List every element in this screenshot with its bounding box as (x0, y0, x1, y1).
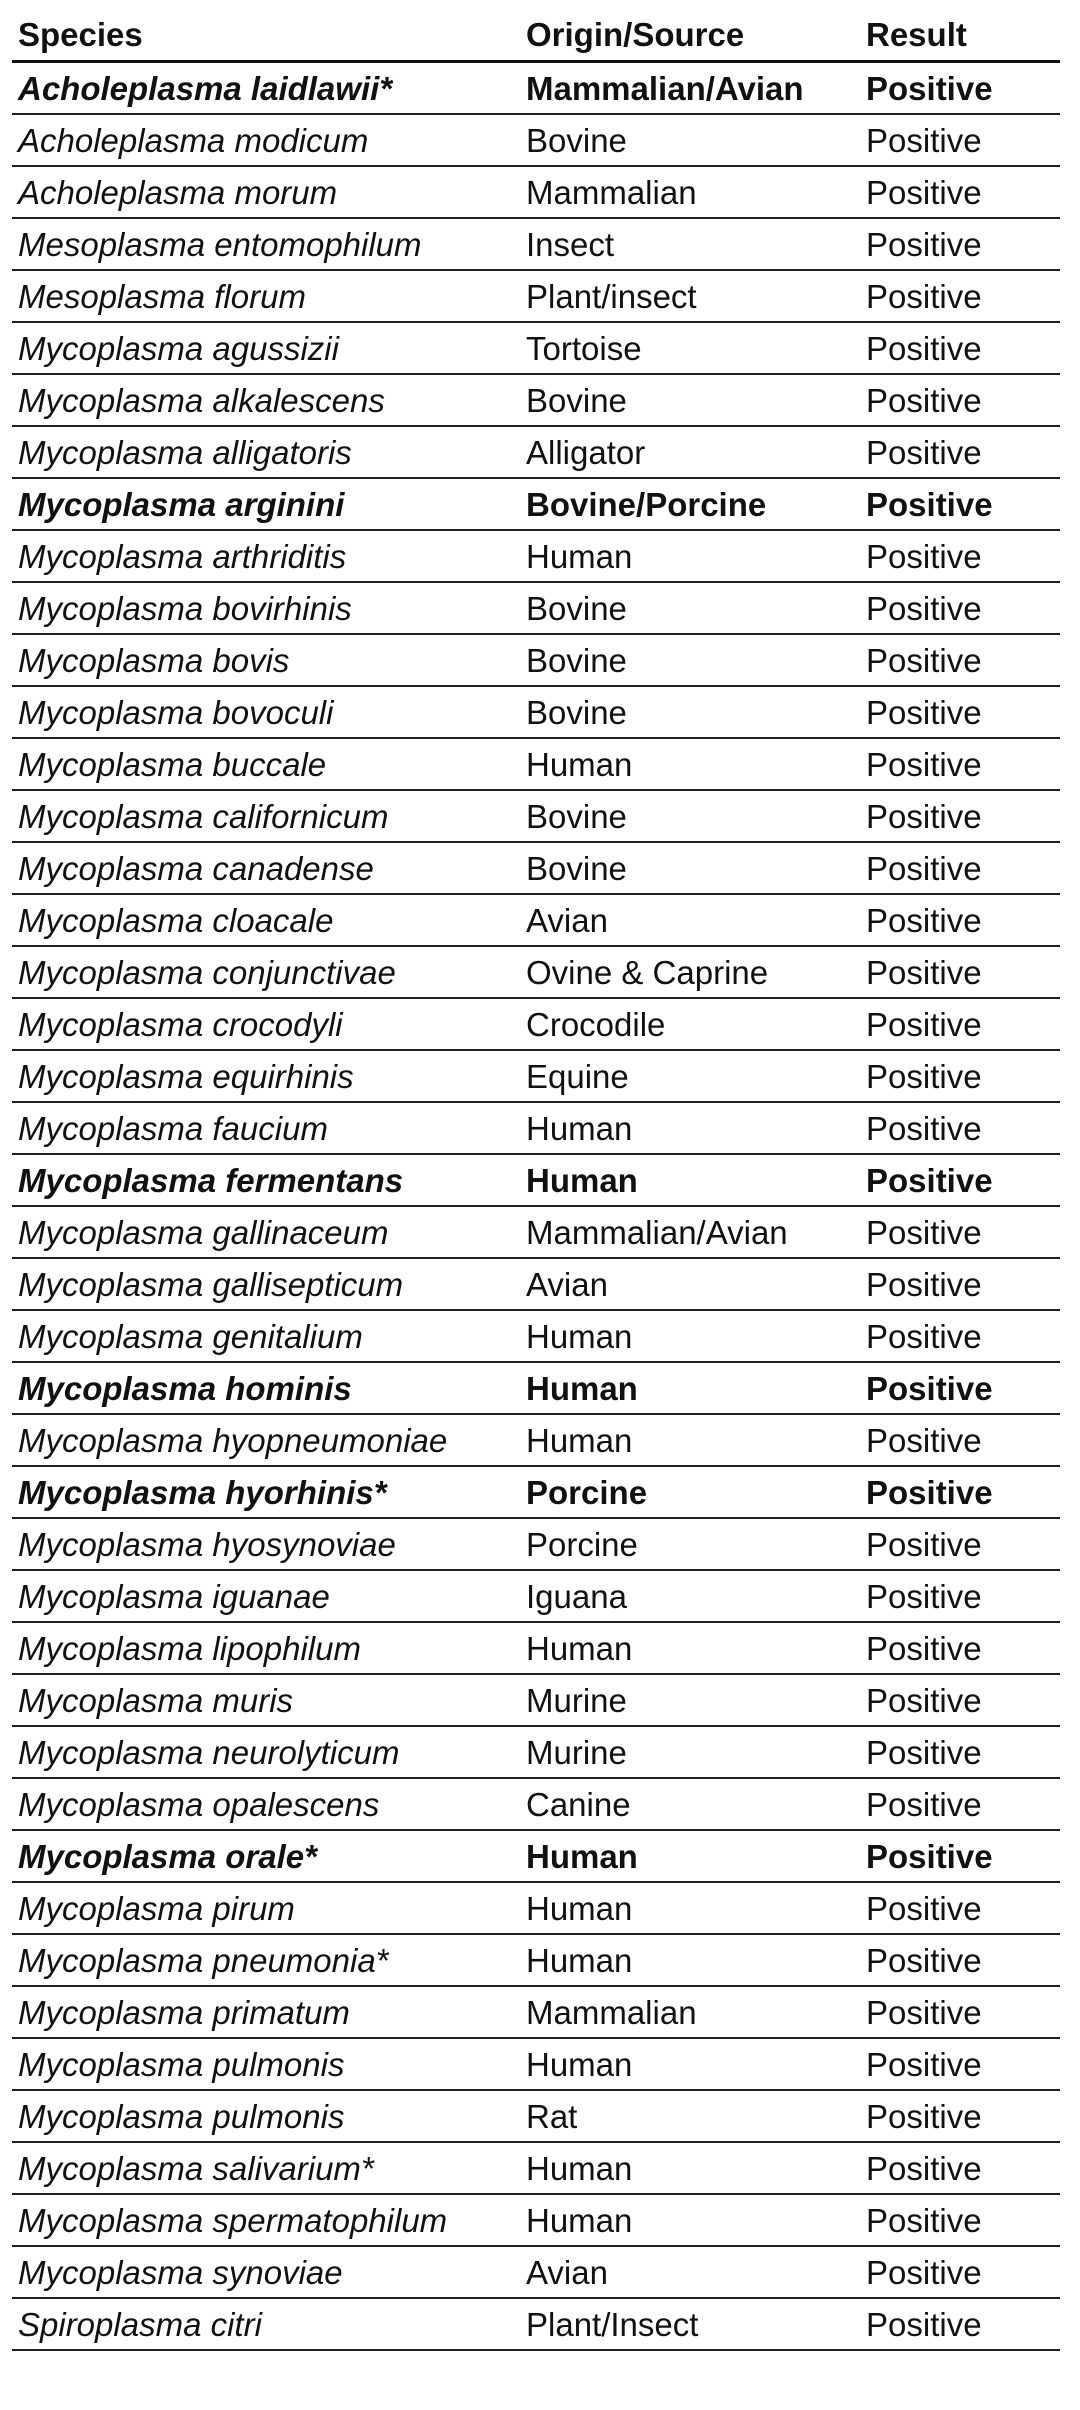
species-cell: Mycoplasma conjunctivae (12, 946, 520, 998)
table-row (12, 634, 1060, 686)
origin-column-header: Origin/Source (520, 8, 860, 62)
result-cell: Positive (860, 842, 1060, 894)
origin-cell: Porcine (520, 1466, 860, 1518)
result-cell: Positive (860, 2090, 1060, 2142)
species-table (12, 8, 1060, 2351)
species-cell: Mycoplasma pirum (12, 1882, 520, 1934)
origin-cell: Insect (520, 218, 860, 270)
table-row (12, 1674, 1060, 1726)
species-cell: Mycoplasma bovirhinis (12, 582, 520, 634)
table-row (12, 478, 1060, 530)
result-cell: Positive (860, 478, 1060, 530)
origin-cell: Bovine (520, 790, 860, 842)
result-cell: Positive (860, 114, 1060, 166)
table-row (12, 582, 1060, 634)
species-cell: Mycoplasma hominis (12, 1362, 520, 1414)
result-cell: Positive (860, 1518, 1060, 1570)
table-row (12, 1986, 1060, 2038)
result-cell: Positive (860, 894, 1060, 946)
species-cell: Mycoplasma gallinaceum (12, 1206, 520, 1258)
result-cell: Positive (860, 1986, 1060, 2038)
table-row (12, 842, 1060, 894)
origin-cell: Human (520, 1102, 860, 1154)
table-row (12, 530, 1060, 582)
result-cell: Positive (860, 1934, 1060, 1986)
species-cell: Mycoplasma alligatoris (12, 426, 520, 478)
result-cell: Positive (860, 1154, 1060, 1206)
table-row (12, 998, 1060, 1050)
species-cell: Mycoplasma iguanae (12, 1570, 520, 1622)
result-cell: Positive (860, 1570, 1060, 1622)
origin-cell: Murine (520, 1726, 860, 1778)
origin-cell: Human (520, 1414, 860, 1466)
species-cell: Mycoplasma pulmonis (12, 2090, 520, 2142)
result-cell: Positive (860, 1778, 1060, 1830)
species-cell: Mycoplasma bovis (12, 634, 520, 686)
species-cell: Mycoplasma synoviae (12, 2246, 520, 2298)
result-cell: Positive (860, 166, 1060, 218)
origin-cell: Human (520, 1934, 860, 1986)
species-cell: Mycoplasma crocodyli (12, 998, 520, 1050)
result-cell: Positive (860, 270, 1060, 322)
table-row (12, 1466, 1060, 1518)
species-cell: Mycoplasma gallisepticum (12, 1258, 520, 1310)
species-cell: Mycoplasma pulmonis (12, 2038, 520, 2090)
species-cell: Mycoplasma arthriditis (12, 530, 520, 582)
origin-cell: Ovine & Caprine (520, 946, 860, 998)
table-row (12, 218, 1060, 270)
origin-cell: Bovine (520, 114, 860, 166)
species-cell: Mycoplasma cloacale (12, 894, 520, 946)
species-cell: Mycoplasma arginini (12, 478, 520, 530)
origin-cell: Tortoise (520, 322, 860, 374)
result-cell: Positive (860, 2142, 1060, 2194)
species-cell: Mycoplasma neurolyticum (12, 1726, 520, 1778)
species-cell: Mycoplasma faucium (12, 1102, 520, 1154)
species-cell: Mycoplasma hyorhinis* (12, 1466, 520, 1518)
header-row (12, 8, 1060, 62)
species-cell: Mycoplasma pneumonia* (12, 1934, 520, 1986)
origin-cell: Bovine (520, 686, 860, 738)
result-cell: Positive (860, 1414, 1060, 1466)
table-row (12, 2038, 1060, 2090)
origin-cell: Human (520, 1830, 860, 1882)
table-row (12, 946, 1060, 998)
table-row (12, 738, 1060, 790)
species-cell: Spiroplasma citri (12, 2298, 520, 2350)
table-row (12, 270, 1060, 322)
table-row (12, 1414, 1060, 1466)
table-row (12, 1518, 1060, 1570)
species-cell: Mycoplasma orale* (12, 1830, 520, 1882)
result-cell: Positive (860, 1466, 1060, 1518)
table-row (12, 2142, 1060, 2194)
table-row (12, 1310, 1060, 1362)
result-cell: Positive (860, 1674, 1060, 1726)
species-cell: Mesoplasma entomophilum (12, 218, 520, 270)
table-row (12, 1102, 1060, 1154)
origin-cell: Bovine (520, 374, 860, 426)
species-cell: Mycoplasma californicum (12, 790, 520, 842)
table-row (12, 114, 1060, 166)
origin-cell: Murine (520, 1674, 860, 1726)
table-row (12, 1934, 1060, 1986)
result-cell: Positive (860, 2298, 1060, 2350)
species-cell: Mycoplasma lipophilum (12, 1622, 520, 1674)
origin-cell: Human (520, 738, 860, 790)
table-header (12, 8, 1060, 62)
origin-cell: Plant/Insect (520, 2298, 860, 2350)
table-row (12, 1362, 1060, 1414)
result-cell: Positive (860, 1258, 1060, 1310)
origin-cell: Human (520, 1622, 860, 1674)
result-cell: Positive (860, 686, 1060, 738)
table-body (12, 62, 1060, 2351)
result-cell: Positive (860, 1362, 1060, 1414)
origin-cell: Human (520, 1882, 860, 1934)
result-column-header: Result (860, 8, 1060, 62)
origin-cell: Mammalian/Avian (520, 1206, 860, 1258)
origin-cell: Equine (520, 1050, 860, 1102)
table-row (12, 1050, 1060, 1102)
species-cell: Mycoplasma spermatophilum (12, 2194, 520, 2246)
origin-cell: Mammalian/Avian (520, 62, 860, 115)
species-cell: Mesoplasma florum (12, 270, 520, 322)
species-cell: Mycoplasma bovoculi (12, 686, 520, 738)
table-row (12, 1726, 1060, 1778)
species-cell: Acholeplasma morum (12, 166, 520, 218)
origin-cell: Canine (520, 1778, 860, 1830)
species-cell: Mycoplasma hyopneumoniae (12, 1414, 520, 1466)
origin-cell: Human (520, 2194, 860, 2246)
origin-cell: Plant/insect (520, 270, 860, 322)
result-cell: Positive (860, 218, 1060, 270)
origin-cell: Mammalian (520, 166, 860, 218)
table-row (12, 322, 1060, 374)
result-cell: Positive (860, 790, 1060, 842)
table-row (12, 374, 1060, 426)
origin-cell: Human (520, 1310, 860, 1362)
origin-cell: Porcine (520, 1518, 860, 1570)
result-cell: Positive (860, 62, 1060, 115)
origin-cell: Bovine (520, 634, 860, 686)
species-cell: Mycoplasma hyosynoviae (12, 1518, 520, 1570)
result-cell: Positive (860, 1882, 1060, 1934)
table-row (12, 790, 1060, 842)
table-row (12, 166, 1060, 218)
result-cell: Positive (860, 1206, 1060, 1258)
result-cell: Positive (860, 1830, 1060, 1882)
result-cell: Positive (860, 738, 1060, 790)
table-row (12, 1154, 1060, 1206)
origin-cell: Human (520, 2038, 860, 2090)
result-cell: Positive (860, 322, 1060, 374)
origin-cell: Avian (520, 2246, 860, 2298)
table-row (12, 2298, 1060, 2350)
species-cell: Mycoplasma genitalium (12, 1310, 520, 1362)
table-row (12, 894, 1060, 946)
species-cell: Mycoplasma equirhinis (12, 1050, 520, 1102)
origin-cell: Mammalian (520, 1986, 860, 2038)
table-row (12, 1258, 1060, 1310)
species-cell: Acholeplasma laidlawii* (12, 62, 520, 115)
result-cell: Positive (860, 1050, 1060, 1102)
origin-cell: Avian (520, 1258, 860, 1310)
species-cell: Acholeplasma modicum (12, 114, 520, 166)
table-row (12, 1778, 1060, 1830)
species-cell: Mycoplasma muris (12, 1674, 520, 1726)
origin-cell: Alligator (520, 426, 860, 478)
species-cell: Mycoplasma canadense (12, 842, 520, 894)
result-cell: Positive (860, 426, 1060, 478)
species-cell: Mycoplasma opalescens (12, 1778, 520, 1830)
result-cell: Positive (860, 2194, 1060, 2246)
table-row (12, 426, 1060, 478)
species-cell: Mycoplasma alkalescens (12, 374, 520, 426)
result-cell: Positive (860, 1102, 1060, 1154)
origin-cell: Human (520, 1362, 860, 1414)
origin-cell: Rat (520, 2090, 860, 2142)
table-row (12, 1882, 1060, 1934)
species-cell: Mycoplasma primatum (12, 1986, 520, 2038)
origin-cell: Bovine (520, 582, 860, 634)
species-cell: Mycoplasma buccale (12, 738, 520, 790)
table-row (12, 1570, 1060, 1622)
origin-cell: Human (520, 2142, 860, 2194)
result-cell: Positive (860, 1622, 1060, 1674)
table-row (12, 1206, 1060, 1258)
result-cell: Positive (860, 1310, 1060, 1362)
table-row (12, 2090, 1060, 2142)
result-cell: Positive (860, 2038, 1060, 2090)
origin-cell: Avian (520, 894, 860, 946)
species-column-header: Species (12, 8, 520, 62)
species-cell: Mycoplasma agussizii (12, 322, 520, 374)
result-cell: Positive (860, 374, 1060, 426)
origin-cell: Human (520, 1154, 860, 1206)
table-row (12, 1622, 1060, 1674)
result-cell: Positive (860, 946, 1060, 998)
result-cell: Positive (860, 998, 1060, 1050)
table-row (12, 2246, 1060, 2298)
table-row (12, 62, 1060, 115)
origin-cell: Human (520, 530, 860, 582)
result-cell: Positive (860, 1726, 1060, 1778)
origin-cell: Iguana (520, 1570, 860, 1622)
result-cell: Positive (860, 582, 1060, 634)
origin-cell: Bovine/Porcine (520, 478, 860, 530)
result-cell: Positive (860, 530, 1060, 582)
species-cell: Mycoplasma salivarium* (12, 2142, 520, 2194)
result-cell: Positive (860, 634, 1060, 686)
origin-cell: Bovine (520, 842, 860, 894)
result-cell: Positive (860, 2246, 1060, 2298)
table-row (12, 2194, 1060, 2246)
origin-cell: Crocodile (520, 998, 860, 1050)
table-row (12, 1830, 1060, 1882)
table-row (12, 686, 1060, 738)
species-cell: Mycoplasma fermentans (12, 1154, 520, 1206)
